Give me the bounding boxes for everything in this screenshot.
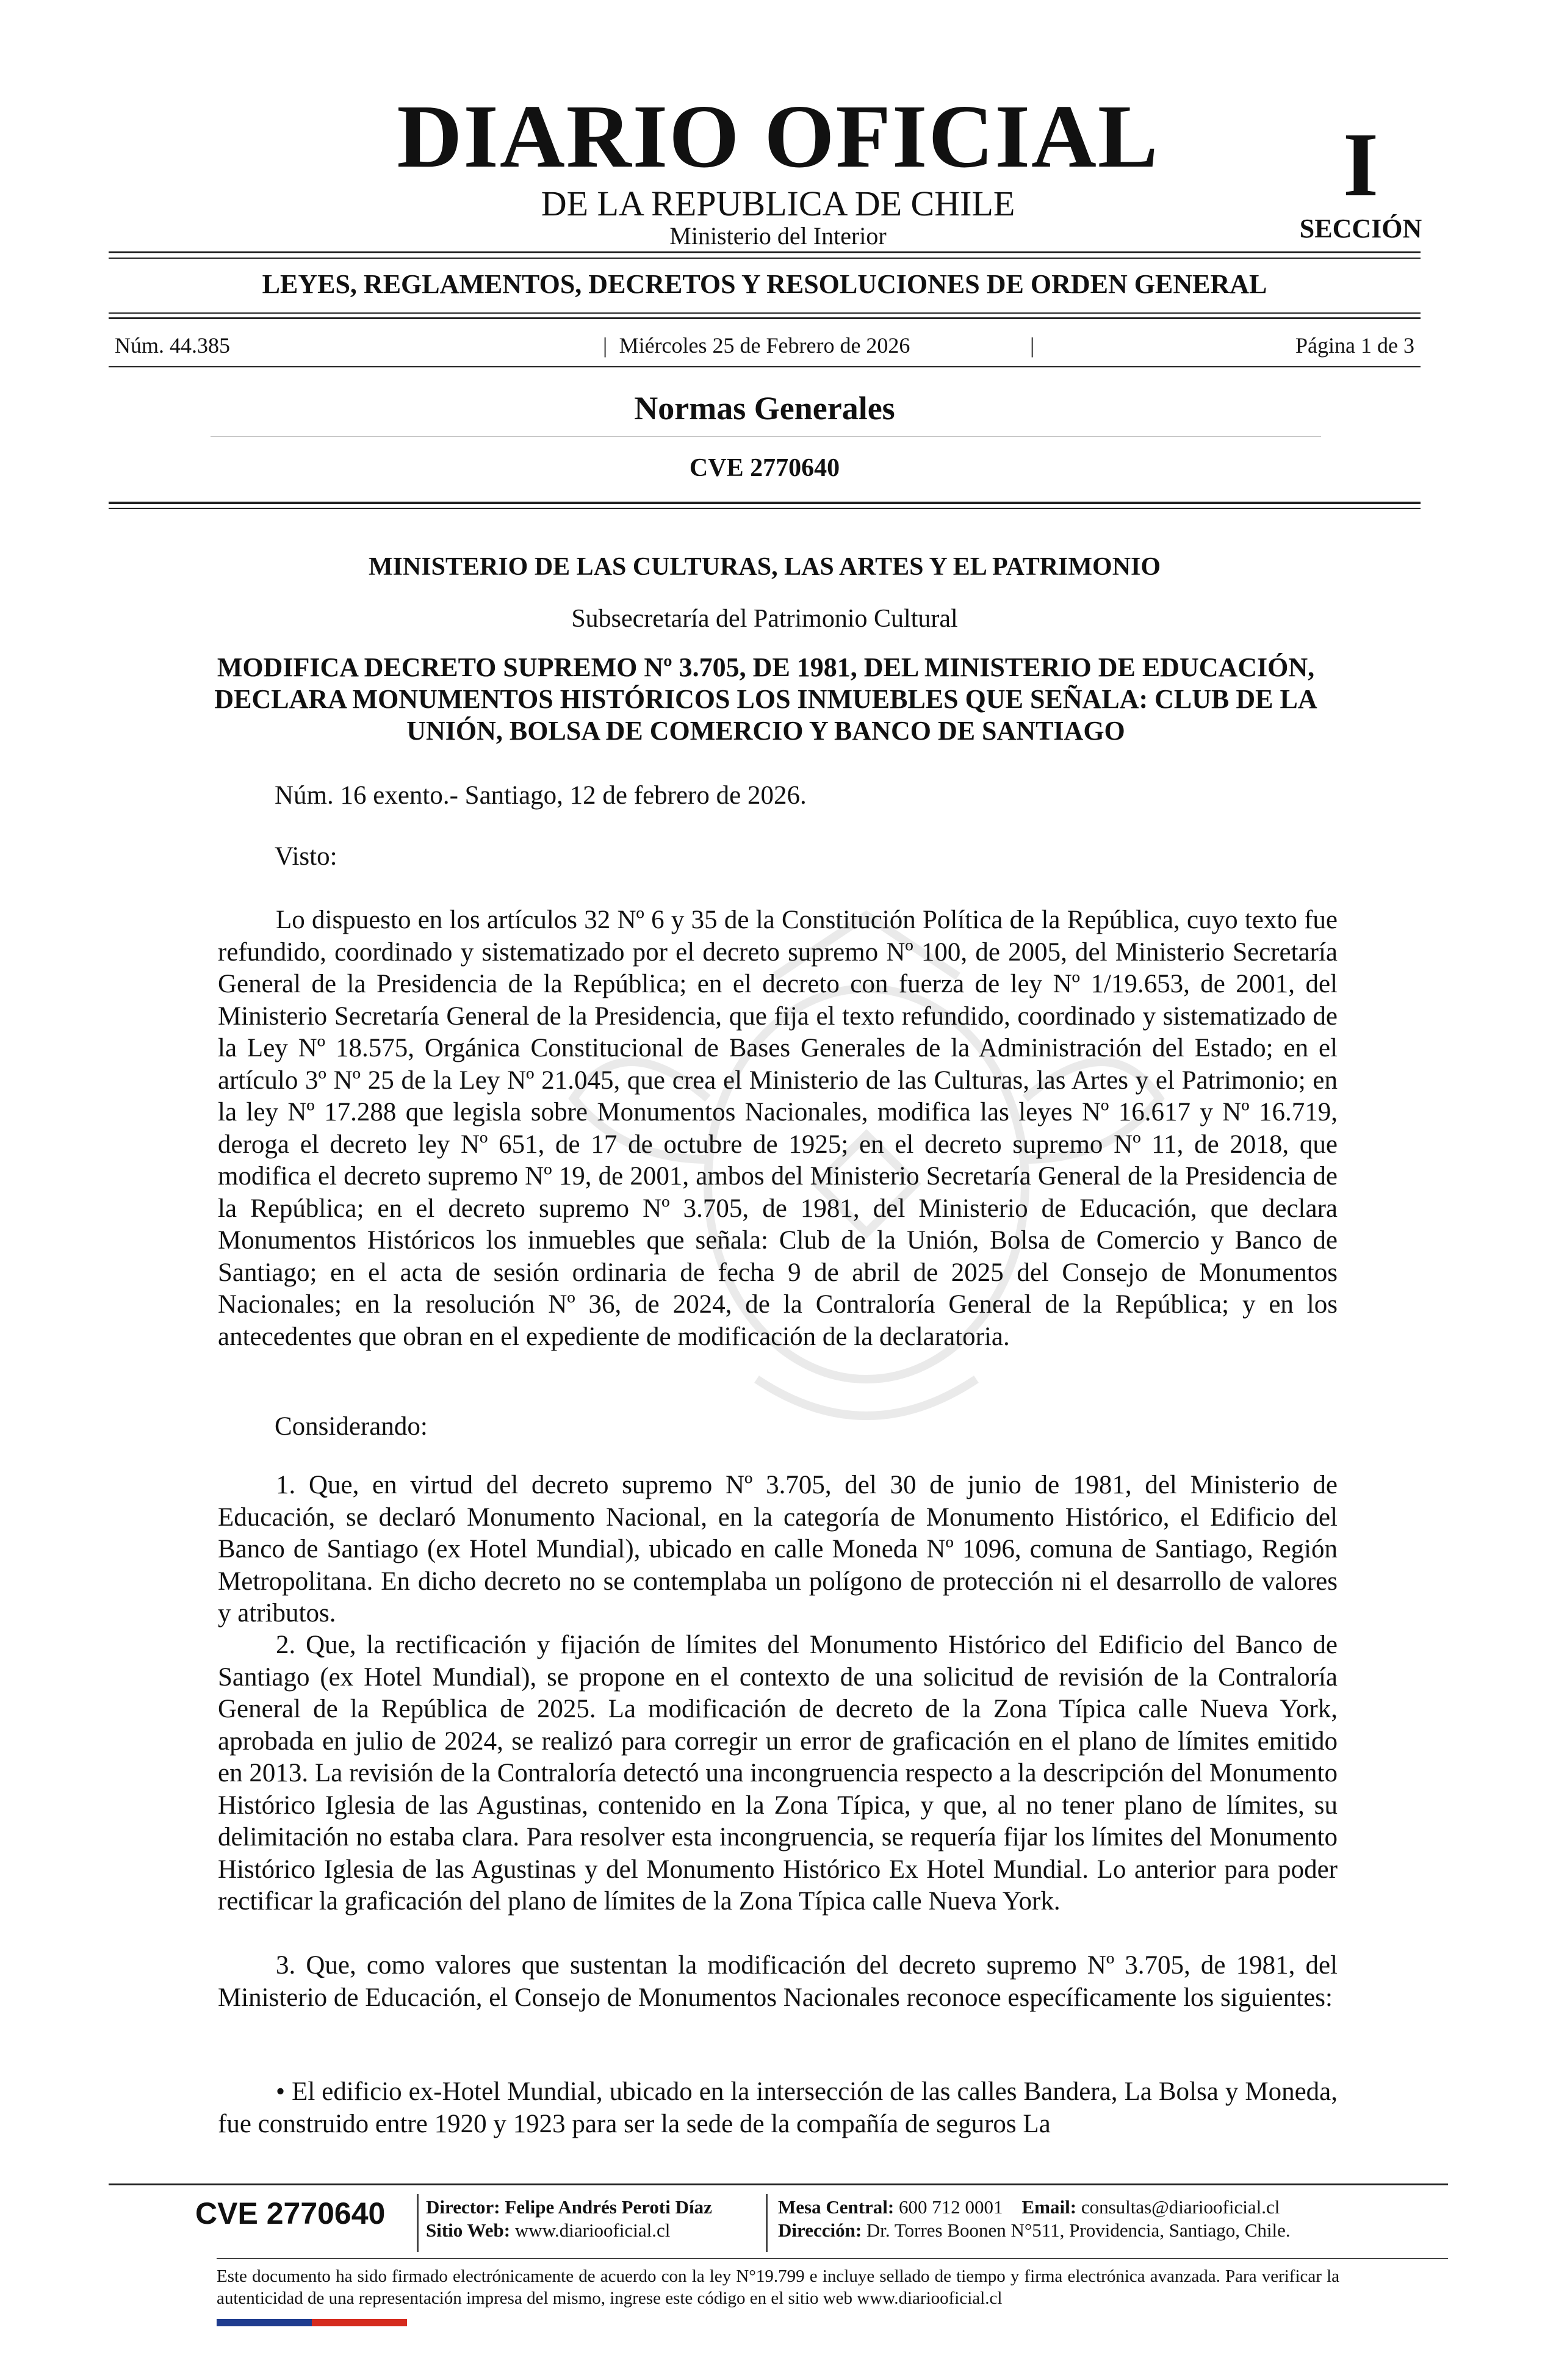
visto-heading: Visto: bbox=[275, 842, 337, 871]
decree-number-line: Núm. 16 exento.- Santiago, 12 de febrero de 2026. bbox=[275, 781, 807, 810]
cve-rule-thin bbox=[109, 508, 1421, 509]
address-value: Dr. Torres Boonen N°511, Providencia, Santiago, Chile. bbox=[866, 2220, 1291, 2241]
signature-note: Este documento ha sido firmado electrónicamente de acuerdo con la ley N°19.799 e incluye sellado de tiempo y firma electrónica avanzada. Para verificar la autenticidad de una representación impresa del mismo, ingrese este código en el sitio web www.diariooficial.cl bbox=[217, 2266, 1339, 2308]
meta-separator: | bbox=[1030, 333, 1035, 358]
newspaper-subtitle: DE LA REPUBLICA DE CHILE bbox=[541, 184, 1015, 223]
issuing-ministry: MINISTERIO DE LAS CULTURAS, LAS ARTES Y EL PATRIMONIO bbox=[368, 553, 1161, 581]
director-name: Felipe Andrés Peroti Díaz bbox=[505, 2196, 712, 2218]
section-marker bbox=[1288, 114, 1434, 244]
footer-divider bbox=[766, 2194, 768, 2252]
header-rule-top-thin bbox=[109, 258, 1421, 259]
subsecretaria: Subsecretaría del Patrimonio Cultural bbox=[571, 605, 958, 633]
issue-number: Núm. 44.385 bbox=[115, 333, 230, 358]
meta-separator: | bbox=[603, 333, 608, 358]
footer-rule bbox=[109, 2183, 1448, 2185]
cve-rule-thick bbox=[109, 502, 1421, 504]
header-rule-top bbox=[109, 251, 1421, 253]
footer-divider bbox=[417, 2194, 419, 2252]
flag-color-bar bbox=[217, 2319, 407, 2326]
website-label: Sitio Web: bbox=[426, 2220, 511, 2241]
flag-red-segment bbox=[312, 2319, 407, 2326]
director-label: Director: bbox=[426, 2196, 500, 2218]
issue-date: Miércoles 25 de Febrero de 2026 bbox=[619, 333, 910, 358]
footer-contact-block bbox=[778, 2196, 1291, 2242]
footer-director-block bbox=[426, 2196, 712, 2242]
section-title: Normas Generales bbox=[634, 390, 895, 427]
footer-rule-secondary bbox=[217, 2258, 1448, 2259]
visto-paragraph: Lo dispuesto en los artículos 32 Nº 6 y 35 de la Constitución Política de la República, cuyo texto fue refundido, coordinado y sistematizado por el decreto supremo Nº 100, de 2005, del Ministerio Secretaría General de la Presidencia de la República; en el decreto con fuerza de ley Nº 1/19.653, de 2001, del Ministerio Secretaría General de la Presidencia, que fija el texto refundido, coordinado y sistematizado de la Ley Nº 18.575, Orgánica Constitucional de Bases Generales de la Administración del Estado; en el artículo 3º Nº 25 de la Ley Nº 21.045, que crea el Ministerio de las Culturas, las Artes y el Patrimonio; en la ley Nº 17.288 que legisla sobre Monumentos Nacionales, modifica las leyes Nº 16.617 y Nº 16.719, deroga el decreto ley Nº 651, de 17 de octubre de 1925; en el decreto supremo Nº 11, de 2018, que modifica el decreto supremo Nº 19, de 2001, ambos del Ministerio Secretaría General de la Presidencia de la República; en el decreto supremo Nº 3.705, de 1981, del Ministerio de Educación, que declara Monumentos Históricos los inmuebles que señala: Club de la Unión, Bolsa de Comercio y Banco de Santiago; en el acta de sesión ordinaria de fecha 9 de abril de 2025 del Consejo de Monumentos Nacionales; en la resolución Nº 36, de 2024, de la Contraloría General de la República; y en los antecedentes que obran en el expediente de modificación de la declaratoria. bbox=[218, 906, 1338, 1351]
considerando-1: 1. Que, en virtud del decreto supremo Nº 3.705, del 30 de junio de 1981, del Ministerio de Educación, se declaró Monumento Nacional, en la categoría de Monumento Histórico, el Edificio del Banco de Santiago (ex Hotel Mundial), ubicado en calle Moneda Nº 1096, comuna de Santiago, Región Metropolitana. En dicho decreto no se contemplaba un polígono de protección ni el desarrollo de valores y atributos. bbox=[218, 1471, 1338, 1628]
issue-meta-row bbox=[109, 333, 1421, 359]
section-number: I bbox=[1342, 114, 1379, 215]
newspaper-title: DIARIO OFICIAL bbox=[397, 87, 1159, 187]
section-label: SECCIÓN bbox=[1299, 214, 1422, 243]
newspaper-ministry: Ministerio del Interior bbox=[669, 222, 887, 250]
section-title-rule bbox=[211, 436, 1321, 437]
email-label: Email: bbox=[1021, 2196, 1077, 2218]
banner-rule-bottom bbox=[109, 312, 1421, 314]
banner-rule-bottom-thick bbox=[109, 317, 1421, 319]
phone-number: 600 712 0001 bbox=[899, 2196, 1003, 2218]
page-indicator: Página 1 de 3 bbox=[1295, 333, 1414, 358]
cve-code: CVE 2770640 bbox=[689, 454, 840, 482]
phone-label: Mesa Central: bbox=[778, 2196, 895, 2218]
laws-banner: LEYES, REGLAMENTOS, DECRETOS Y RESOLUCIONES DE ORDEN GENERAL bbox=[262, 269, 1267, 299]
website-link[interactable]: www.diariooficial.cl bbox=[514, 2220, 671, 2241]
flag-blue-segment bbox=[217, 2319, 312, 2326]
decree-title: MODIFICA DECRETO SUPREMO Nº 3.705, DE 1981, DEL MINISTERIO DE EDUCACIÓN, DECLARA MONUMENTOS HISTÓRICOS LOS INMUEBLES QUE SEÑALA: CLUB DE LA UNIÓN, BOLSA DE COMERCIO Y BANCO DE SANTIAGO bbox=[214, 652, 1317, 746]
email-link[interactable]: consultas@diariooficial.cl bbox=[1081, 2196, 1280, 2218]
considerando-heading: Considerando: bbox=[275, 1412, 428, 1441]
considerando-3: 3. Que, como valores que sustentan la modificación del decreto supremo Nº 3.705, de 1981, del Ministerio de Educación, el Consejo de Monumentos Nacionales reconoce específicamente los siguientes: bbox=[218, 1951, 1338, 2012]
considerando-2: 2. Que, la rectificación y fijación de límites del Monumento Histórico del Edificio del Banco de Santiago (ex Hotel Mundial), se propone en el contexto de una solicitud de revisión de la Contraloría General de la República de 2025. La modificación de decreto de la Zona Típica calle Nueva York, aprobada en julio de 2024, se realizó para corregir un error de graficación en el plano de límites emitido en 2013. La revisión de la Contraloría detectó una incongruencia respecto a la descripción del Monumento Histórico Iglesia de las Agustinas, contenido en la Zona Típica, y que, al no tener plano de límites, su delimitación no estaba clara. Para resolver esta incongruencia, se requería fijar los límites del Monumento Histórico Iglesia de las Agustinas y del Monumento Histórico Ex Hotel Mundial. Lo anterior para poder rectificar la graficación del plano de límites de la Zona Típica calle Nueva York. bbox=[218, 1631, 1338, 1916]
meta-rule bbox=[109, 366, 1421, 367]
bullet-item: • El edificio ex-Hotel Mundial, ubicado en la intersección de las calles Bandera, La Bolsa y Moneda, fue construido entre 1920 y 1923 para ser la sede de la compañía de seguros La bbox=[218, 2077, 1338, 2138]
address-label: Dirección: bbox=[778, 2220, 862, 2241]
footer-cve-code: CVE 2770640 bbox=[195, 2196, 386, 2230]
